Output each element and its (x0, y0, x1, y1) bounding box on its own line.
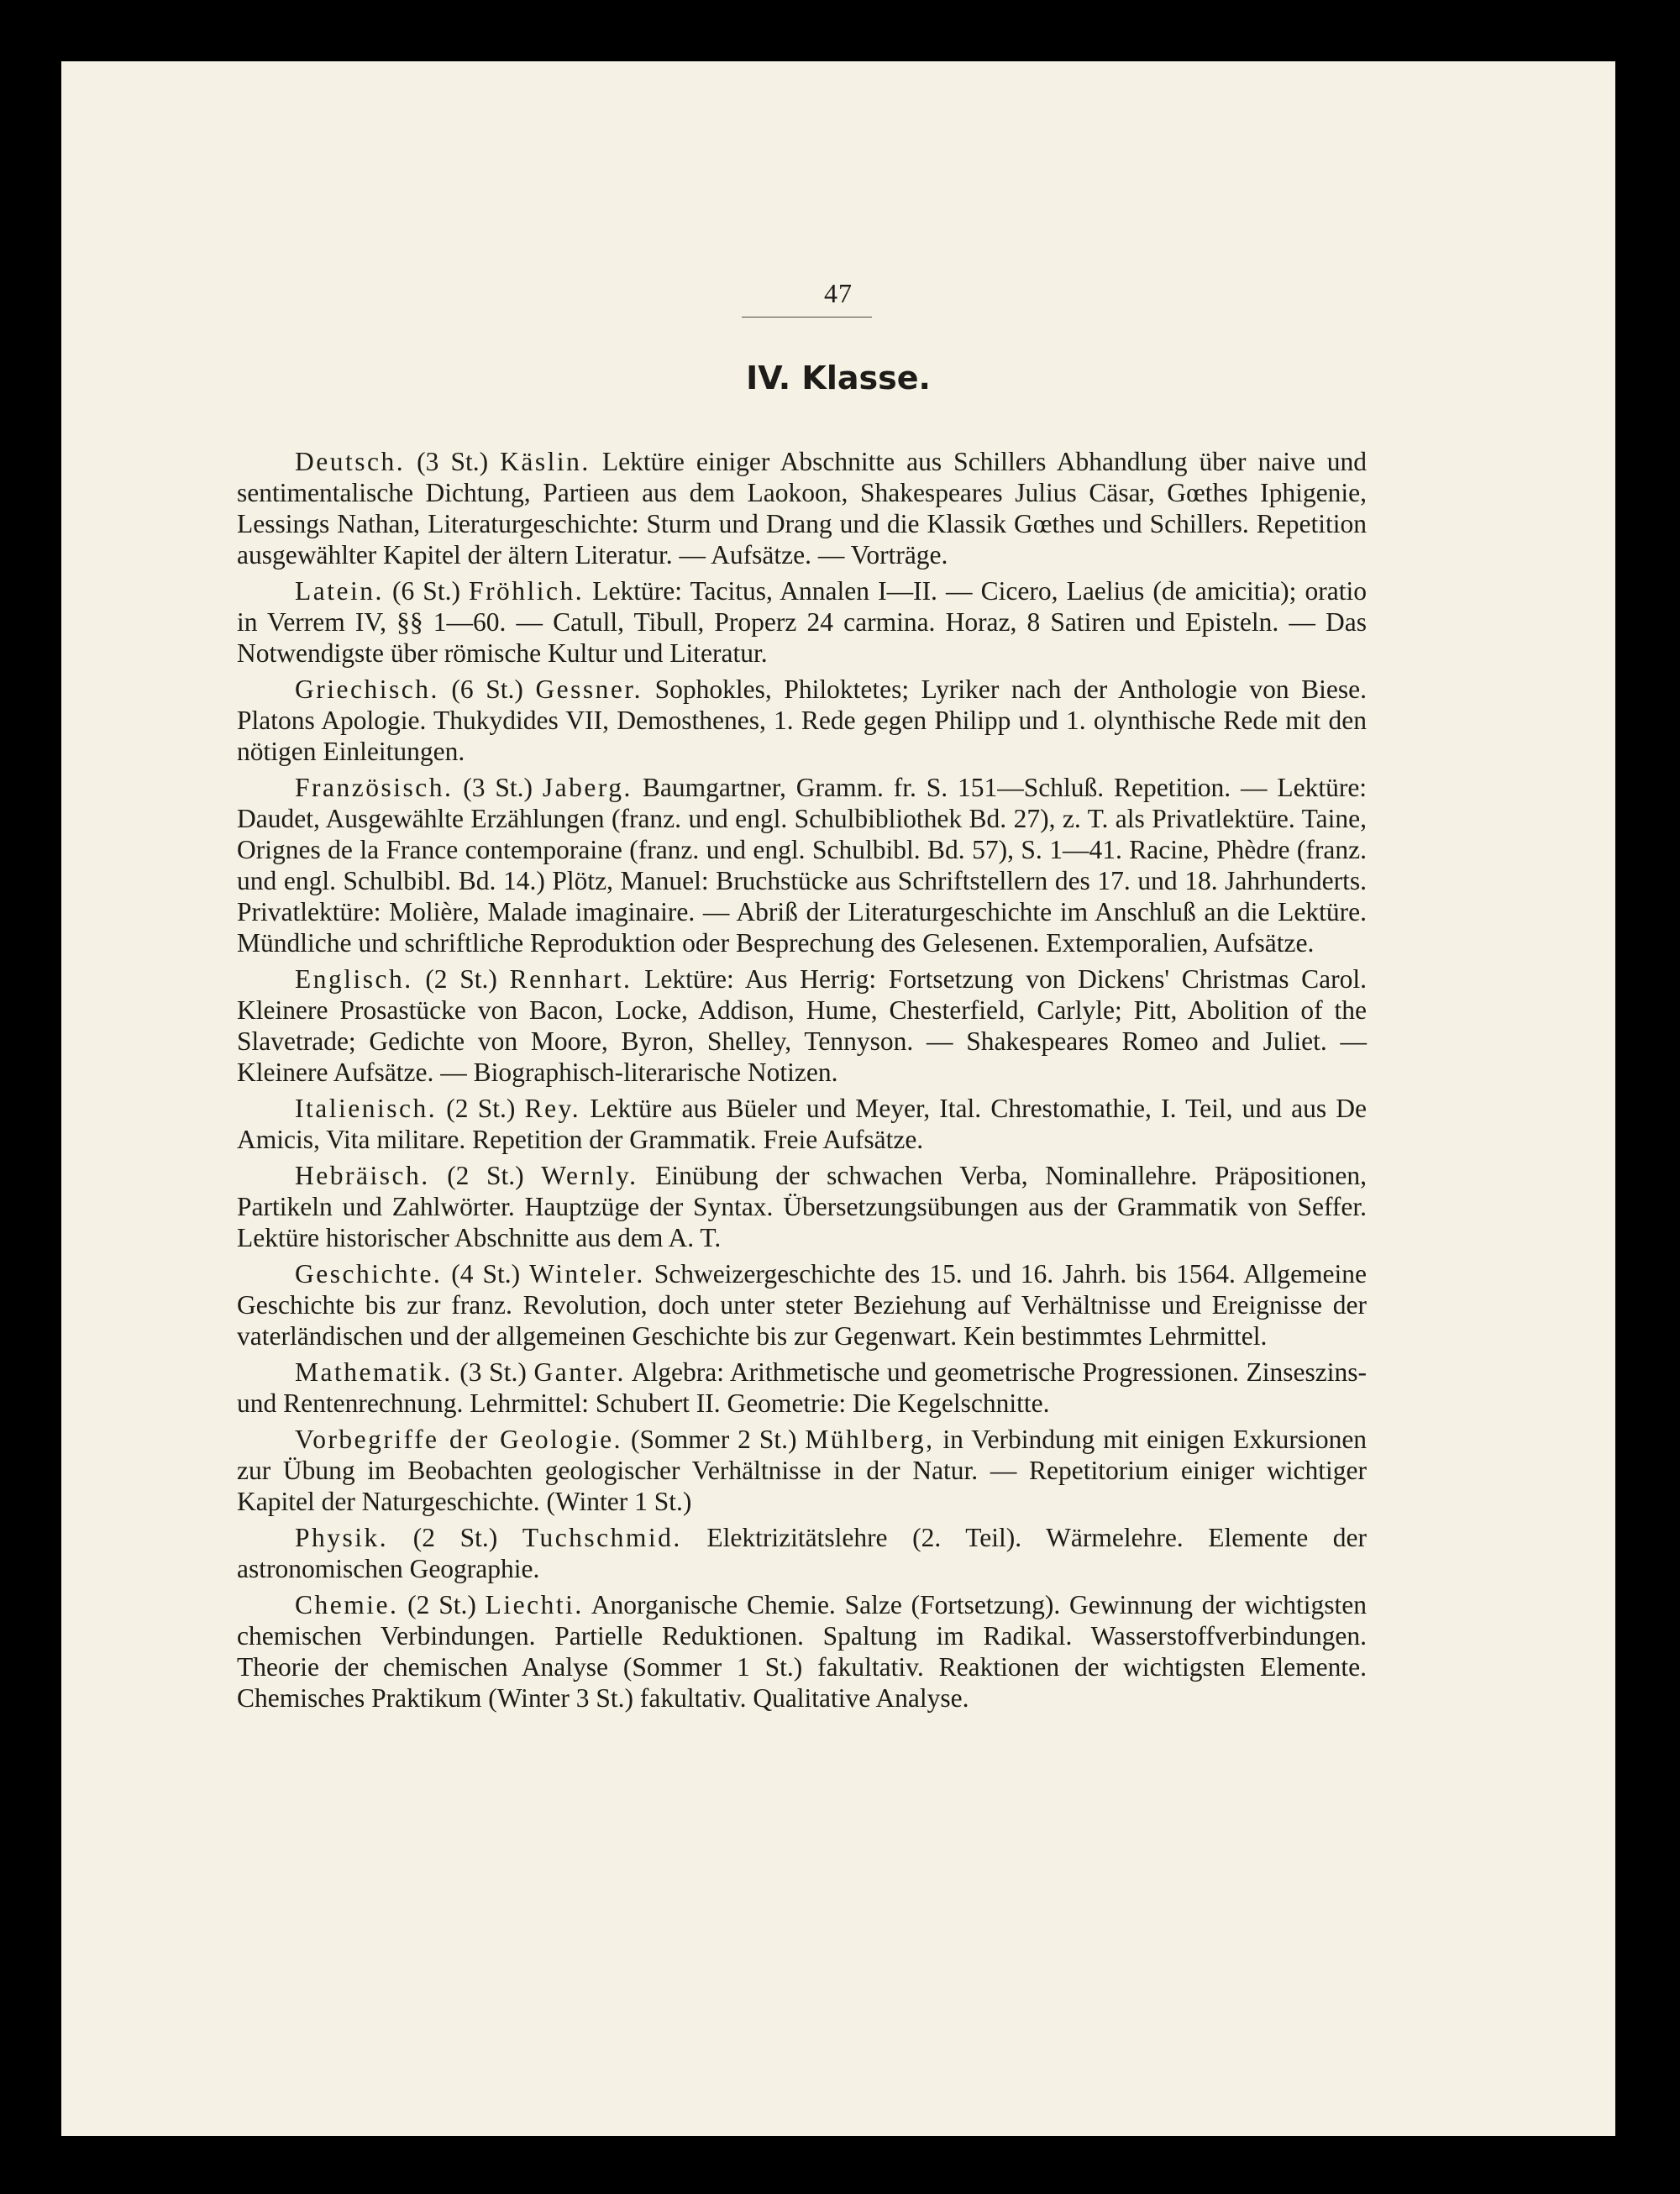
paragraph-text: Elektrizitätslehre (2. Teil). Wärmelehre. Elemente der astronomischen Geographie. (237, 1523, 1368, 1583)
teacher-name: Tuchschmid. (522, 1523, 682, 1552)
subject-hours: (2 St.) (425, 964, 497, 994)
teacher-name: Rey. (524, 1094, 581, 1123)
subject-name: Geschichte. (295, 1259, 443, 1289)
curriculum-body (237, 446, 1367, 1719)
paragraph-text: in Verbindung mit einigen Exkursionen zur Übung im Beobachten geologischer Verhältnisse in der Natur. — Repetitorium einiger wichtiger Kapitel der Naturgeschichte. (Winter 1 St.) (237, 1425, 1368, 1516)
subject-name: Hebräisch. (295, 1161, 430, 1190)
paragraph-latein (237, 575, 1367, 669)
paragraph-geologie (237, 1424, 1367, 1517)
subject-hours: (Sommer 2 St.) (630, 1425, 797, 1454)
paragraph-hebraeisch (237, 1160, 1367, 1253)
paragraph-physik (237, 1522, 1367, 1584)
teacher-name: Käslin. (500, 447, 591, 476)
subject-name: Vorbegriffe der Geologie. (295, 1425, 622, 1454)
subject-name: Englisch. (295, 964, 413, 994)
subject-hours: (2 St.) (407, 1590, 476, 1619)
paragraph-deutsch (237, 446, 1367, 570)
paragraph-text: Einübung der schwachen Verba, Nominallehre. Präpositionen, Partikeln und Zahlwörter. Hauptzüge der Syntax. Übersetzungsübungen aus der Grammatik von Seffer. Lektüre historischer Abschnitte aus dem A. T. (237, 1161, 1368, 1252)
header-rule (742, 317, 872, 318)
subject-hours: (6 St.) (391, 576, 460, 606)
subject-name: Italienisch. (295, 1094, 438, 1123)
paragraph-geschichte (237, 1258, 1367, 1352)
teacher-name: Winteler. (529, 1259, 645, 1289)
paragraph-text: Lektüre: Aus Herrig: Fortsetzung von Dickens' Christmas Carol. Kleinere Prosastücke von Bacon, Locke, Addison, Hume, Chesterfield, Carlyle; Pitt, Abolition of the Slavetrade; Gedichte von Moore, Byron, Shelley, Tennyson. — Shakespeares Romeo and Juliet. — Kleinere Aufsätze. — Biographisch-literarische Notizen. (237, 964, 1368, 1087)
teacher-name: Rennhart. (509, 964, 633, 994)
subject-name: Physik. (295, 1523, 389, 1552)
subject-name: Deutsch. (295, 447, 406, 476)
paragraph-text: Sophokles, Philoktetes; Lyriker nach der Anthologie von Biese. Platons Apologie. Thukydides VII, Demosthenes, 1. Rede gegen Philipp und 1. olynthische Rede mit den nötigen Einleitungen. (237, 674, 1368, 766)
subject-name: Griechisch. (295, 674, 439, 704)
paragraph-griechisch (237, 674, 1367, 767)
subject-hours: (2 St.) (412, 1523, 498, 1552)
subject-hours: (3 St.) (463, 773, 533, 802)
subject-name: Chemie. (295, 1590, 399, 1619)
subject-hours: (6 St.) (451, 674, 523, 704)
paragraph-franzoesisch (237, 772, 1367, 958)
teacher-name: Gessner. (535, 674, 643, 704)
teacher-name: Wernly. (541, 1161, 638, 1190)
subject-hours: (3 St.) (417, 447, 489, 476)
paragraph-mathematik (237, 1357, 1367, 1419)
subject-hours: (3 St.) (459, 1357, 527, 1387)
section-heading: IV. Klasse. (746, 360, 931, 396)
teacher-name: Mühlberg, (805, 1425, 935, 1454)
paragraph-text: Lektüre aus Büeler und Meyer, Ital. Chrestomathie, I. Teil, und aus De Amicis, Vita militare. Repetition der Grammatik. Freie Aufsätze. (237, 1094, 1368, 1154)
paragraph-text: Lektüre einiger Abschnitte aus Schillers Abhandlung über naive und sentimentalische Dichtung, Partieen aus dem Laokoon, Shakespeares Julius Cäsar, Gœthes Iphigenie, Lessings Nathan, Literaturgeschichte: Sturm und Drang und die Klassik Gœthes und Schillers. Repetition ausgewählter Kapitel der ältern Literatur. — Aufsätze. — Vorträge. (237, 447, 1368, 569)
subject-name: Mathematik. (295, 1357, 453, 1387)
subject-hours: (2 St.) (447, 1161, 524, 1190)
paragraph-text: Anorganische Chemie. Salze (Fortsetzung). Gewinnung der wichtigsten chemischen Verbindungen. Partielle Reduktionen. Spaltung im Radikal. Wasserstoffverbindungen. Theorie der chemischen Analyse (Sommer 1 St.) fakultativ. Reaktionen der wichtigsten Elemente. Chemisches Praktikum (Winter 3 St.) fakultativ. Qualitative Analyse. (237, 1590, 1368, 1713)
paragraph-text: Lektüre: Tacitus, Annalen I—II. — Cicero, Laelius (de amicitia); oratio in Verrem IV, §§ 1—60. — Catull, Tibull, Properz 24 carmina. Horaz, 8 Satiren und Episteln. — Das Notwendigste über römische Kultur und Literatur. (237, 576, 1368, 668)
paragraph-chemie (237, 1589, 1367, 1714)
subject-name: Französisch. (295, 773, 454, 802)
paragraph-text: Schweizergeschichte des 15. und 16. Jahrh. bis 1564. Allgemeine Geschichte bis zur franz. Revolution, doch unter steter Beziehung auf Verhältnisse und Ereignisse der vaterländischen und der allgemeinen Geschichte bis zur Gegenwart. Kein bestimmtes Lehrmittel. (237, 1259, 1368, 1351)
subject-name: Latein. (295, 576, 384, 606)
paragraph-italienisch (237, 1093, 1367, 1155)
paragraph-text: Algebra: Arithmetische und geometrische Progressionen. Zinseszins- und Rentenrechnung. Lehrmittel: Schubert II. Geometrie: Die Kegelschnitte. (237, 1357, 1368, 1418)
subject-hours: (2 St.) (446, 1094, 516, 1123)
paragraph-text: Baumgartner, Gramm. fr. S. 151—Schluß. Repetition. — Lektüre: Daudet, Ausgewählte Erzählungen (franz. und engl. Schulbibliothek Bd. 27), z. T. als Privatlektüre. Taine, Orignes de la France contemporaine (franz. und engl. Schulbibl. Bd. 57), S. 1—41. Racine, Phèdre (franz. und engl. Schulbibl. Bd. 14.) Plötz, Manuel: Bruchstücke aus Schriftstellern des 17. und 18. Jahrhunderts. Privatlektüre: Molière, Malade imaginaire. — Abriß der Literaturgeschichte im Anschluß an die Lektüre. Mündliche und schriftliche Reproduktion oder Besprechung des Gelesenen. Extemporalien, Aufsätze. (237, 773, 1368, 958)
document-page (61, 61, 1615, 2136)
paragraph-englisch (237, 963, 1367, 1088)
teacher-name: Jaberg. (542, 773, 633, 802)
teacher-name: Ganter. (533, 1357, 626, 1387)
teacher-name: Liechti. (485, 1590, 584, 1619)
teacher-name: Fröhlich. (469, 576, 585, 606)
subject-hours: (4 St.) (451, 1259, 521, 1289)
page-number: 47 (824, 278, 853, 308)
